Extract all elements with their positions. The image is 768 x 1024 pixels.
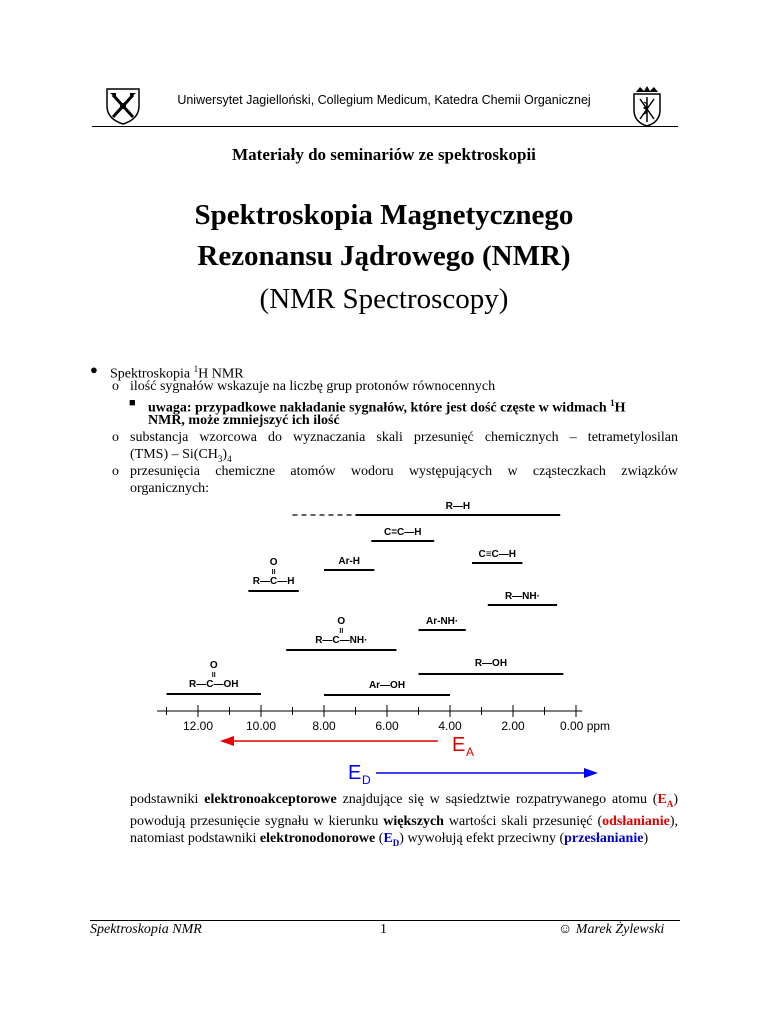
title-english: (NMR Spectroscopy) bbox=[259, 283, 509, 315]
range-label: II bbox=[211, 672, 216, 679]
range-label: C=C—H bbox=[383, 527, 422, 538]
range-label: R—C—H bbox=[252, 576, 295, 587]
ea-label: E bbox=[452, 734, 466, 756]
ed-label: E bbox=[348, 762, 362, 784]
title-line-2: Rezonansu Jądrowego (NMR) bbox=[197, 240, 571, 272]
x-tick-label: 2.00 bbox=[501, 719, 525, 733]
header-divider bbox=[92, 126, 678, 127]
chemical-shift-chart bbox=[120, 500, 640, 790]
range-label: Ar-NH· bbox=[426, 616, 459, 627]
page-number: 1 bbox=[380, 922, 387, 937]
x-tick-label: 12.00 bbox=[182, 719, 214, 733]
document-subtitle: Materiały do seminariów ze spektroskopii bbox=[232, 145, 536, 164]
collegium-medicum-crest-logo bbox=[630, 84, 664, 128]
bullet-shifts-line2: organicznych: bbox=[130, 481, 210, 496]
range-label: R—OH bbox=[474, 658, 508, 669]
bullet-tms-line2: $(TMS) - Si(CH_3)_4$ bbox=[130, 447, 232, 464]
range-label: O bbox=[209, 660, 218, 671]
x-tick-label: 4.00 bbox=[438, 719, 462, 733]
range-label: R—H bbox=[445, 501, 471, 512]
bullet-nmr: Spektroskopia $^1$H NMR bbox=[110, 364, 244, 382]
ed-label-subscript: D bbox=[362, 773, 371, 787]
range-label: C≡C—H bbox=[478, 549, 516, 560]
bullet-shifts-line1: przesunięcia chemiczne atomów wodoru występujących w cząsteczkach związków bbox=[130, 464, 678, 479]
bullet-circle: o bbox=[112, 430, 119, 445]
range-label: R—C—NH· bbox=[315, 635, 368, 646]
bullet-circle: o bbox=[112, 464, 119, 479]
bullet-signal-count: ilość sygnałów wskazuje na liczbę grup protonów równocennych bbox=[130, 379, 496, 394]
bullet-note-line2: NMR, może zmniejszyć ich ilość bbox=[148, 413, 340, 428]
ea-label-subscript: A bbox=[466, 745, 475, 759]
x-tick-label: 10.00 bbox=[245, 719, 277, 733]
range-label: Ar—OH bbox=[368, 680, 406, 691]
range-label: II bbox=[339, 628, 344, 635]
bullet-note: uwaga: przypadkowe nakładanie sygnałów, które jest dość częste w widmach $^1$H bbox=[148, 398, 626, 416]
footer-title: Spektroskopia NMR bbox=[90, 922, 202, 937]
range-label: R—NH· bbox=[504, 591, 540, 602]
header-institution: Uniwersytet Jagielloński, Collegium Medicum, Katedra Chemii Organicznej bbox=[177, 93, 591, 107]
bullet-tms-line1: substancja wzorcowa do wyznaczania skali przesunięć chemicznych – tetrametylosilan bbox=[130, 430, 678, 445]
ed-arrowhead bbox=[584, 768, 598, 778]
x-tick-label: 6.00 bbox=[375, 719, 399, 733]
footer-author: ☺ Marek Żylewski bbox=[558, 922, 665, 937]
range-label: Ar-H bbox=[338, 556, 361, 567]
substituent-effect-paragraph: podstawniki elektronoakceptorowe znajdujące się w sąsiedztwie rozpatrywanego atomu $(E_A)$ powodują przesunięcie sygnału w kierunku większych wartości skali przesunięć (odsłanianie), natomiast podstawniki elektronodonorowe $(E_D)$ wywołują efekt przeciwny (przesłanianie) bbox=[130, 792, 678, 848]
range-label: O bbox=[337, 616, 346, 627]
range-label: II bbox=[271, 569, 276, 576]
range-label: O bbox=[269, 557, 278, 568]
bullet-disc: ● bbox=[90, 362, 98, 377]
footer-divider bbox=[90, 920, 680, 921]
title-line-1: Spektroskopia Magnetycznego bbox=[194, 199, 574, 231]
x-tick-label: 8.00 bbox=[312, 719, 336, 733]
ea-arrowhead bbox=[220, 736, 234, 746]
bullet-circle: o bbox=[112, 379, 119, 394]
university-crest-logo bbox=[104, 86, 142, 126]
x-tick-label: 0.00 ppm bbox=[560, 719, 611, 733]
range-label: R—C—OH bbox=[189, 679, 239, 690]
bullet-square: ■ bbox=[129, 397, 136, 409]
